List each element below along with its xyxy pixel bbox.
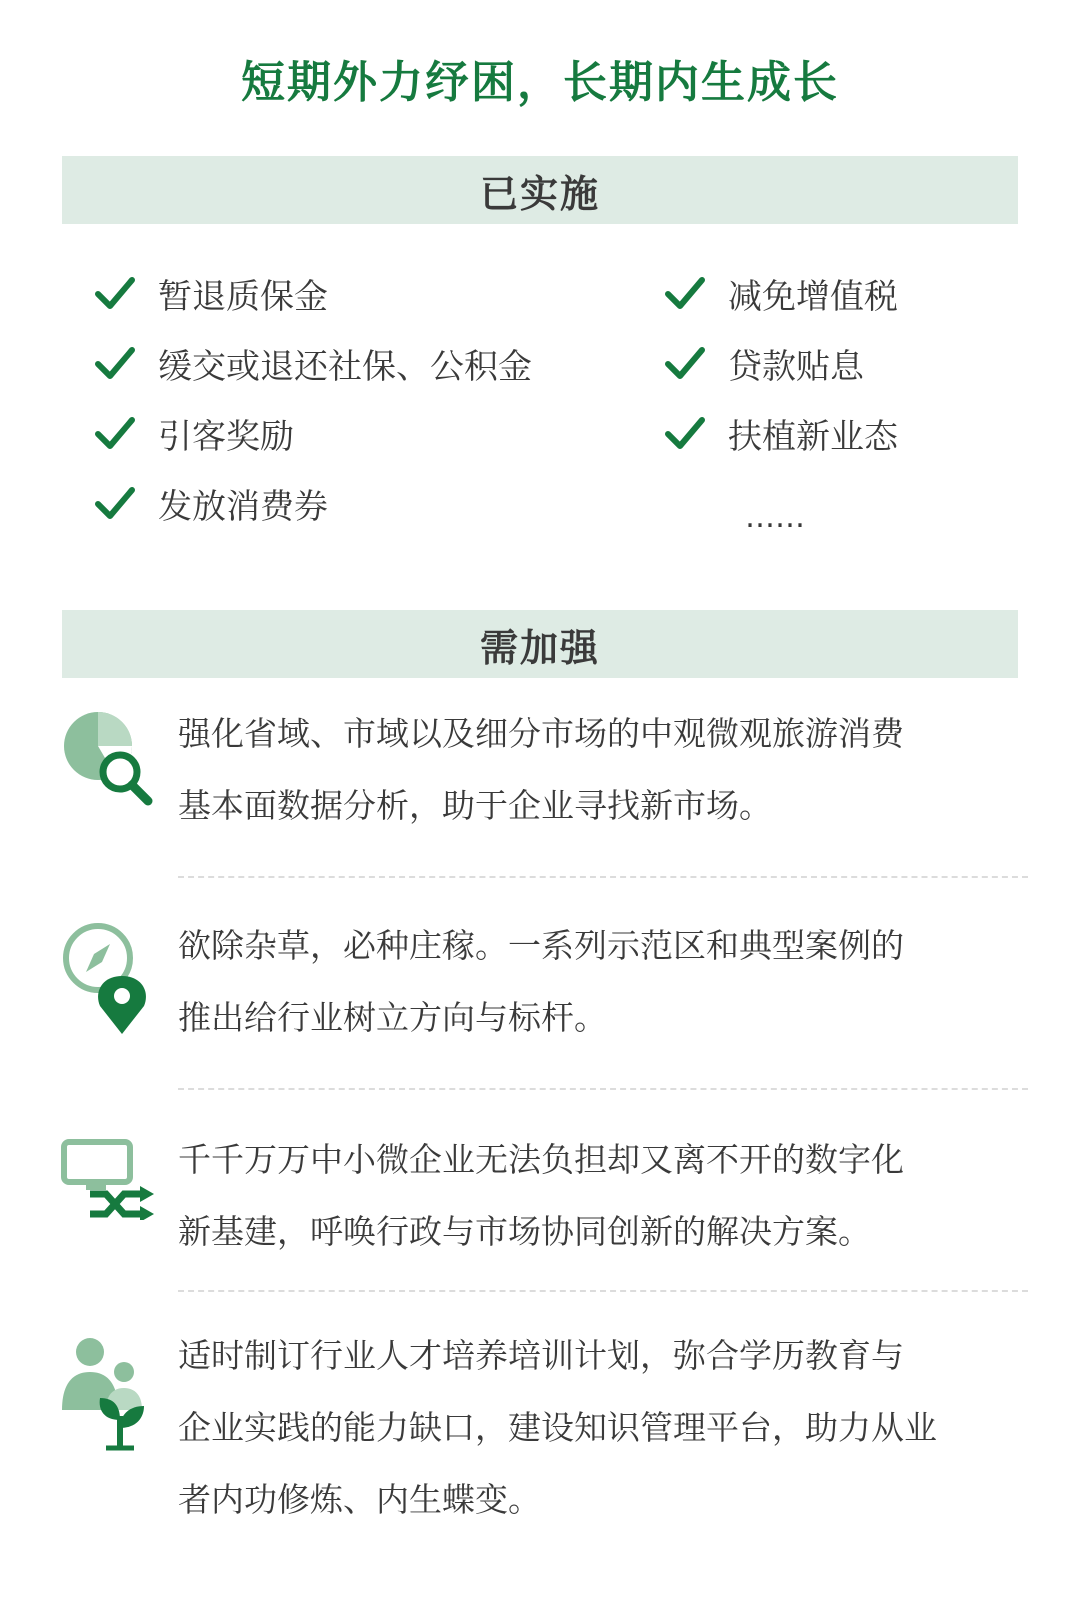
strengthen-item-text: [178, 1320, 1028, 1536]
checklist-label: 缓交或退还社保、公积金: [158, 346, 532, 387]
checklist-item: [94, 338, 532, 388]
checklist-item: [94, 478, 328, 528]
checklist-item: [664, 268, 898, 318]
text-line: 推出给行业树立方向与标杆。: [178, 998, 607, 1037]
section-heading: 需加强: [479, 625, 600, 670]
more-ellipsis: ……: [745, 500, 805, 535]
text-line: 企业实践的能力缺口，建设知识管理平台，助力从业: [178, 1408, 937, 1447]
page-title: 短期外力纾困，长期内生成长: [241, 57, 839, 108]
checklist-label: 暂退质保金: [158, 276, 328, 317]
checklist-item: [94, 408, 294, 458]
compass-location-pin-icon: [60, 920, 156, 1036]
checklist-label: 贷款贴息: [728, 346, 864, 387]
check-icon: [664, 342, 706, 384]
pie-chart-magnifier-icon: [60, 710, 156, 806]
check-icon: [94, 272, 136, 314]
text-line: 欲除杂草，必种庄稼。一系列示范区和典型案例的: [178, 926, 904, 965]
checklist-label: 引客奖励: [158, 416, 294, 457]
check-icon: [664, 272, 706, 314]
strengthen-item-text: [178, 910, 1028, 1054]
checklist-label: 扶植新业态: [728, 416, 898, 457]
check-icon: [94, 412, 136, 454]
section-header-strengthen: [62, 610, 1018, 678]
text-line: 适时制订行业人才培养培训计划，弥合学历教育与: [178, 1336, 904, 1375]
check-icon: [94, 342, 136, 384]
checklist-label: 减免增值税: [728, 276, 898, 317]
dashed-divider: [178, 1088, 1028, 1090]
strengthen-item-text: [178, 698, 1028, 842]
text-line: 新基建，呼唤行政与市场协同创新的解决方案。: [178, 1212, 871, 1251]
dashed-divider: [178, 876, 1028, 878]
text-line: 强化省域、市域以及细分市场的中观微观旅游消费: [178, 714, 904, 753]
section-header-implemented: [62, 156, 1018, 224]
strengthen-item-text: [178, 1124, 1028, 1268]
checklist-item: [664, 408, 898, 458]
check-icon: [664, 412, 706, 454]
check-icon: [94, 482, 136, 524]
text-line: 者内功修炼、内生蝶变。: [178, 1480, 541, 1519]
checklist-item: [94, 268, 328, 318]
section-heading: 已实施: [479, 171, 600, 216]
checklist-item: [664, 338, 864, 388]
text-line: 千千万万中小微企业无法负担却又离不开的数字化: [178, 1140, 904, 1179]
dashed-divider: [178, 1290, 1028, 1292]
checklist-label: 发放消费券: [158, 486, 328, 527]
monitor-shuffle-icon: [60, 1138, 156, 1220]
text-line: 基本面数据分析，助于企业寻找新市场。: [178, 786, 772, 825]
people-sprout-icon: [60, 1336, 156, 1452]
